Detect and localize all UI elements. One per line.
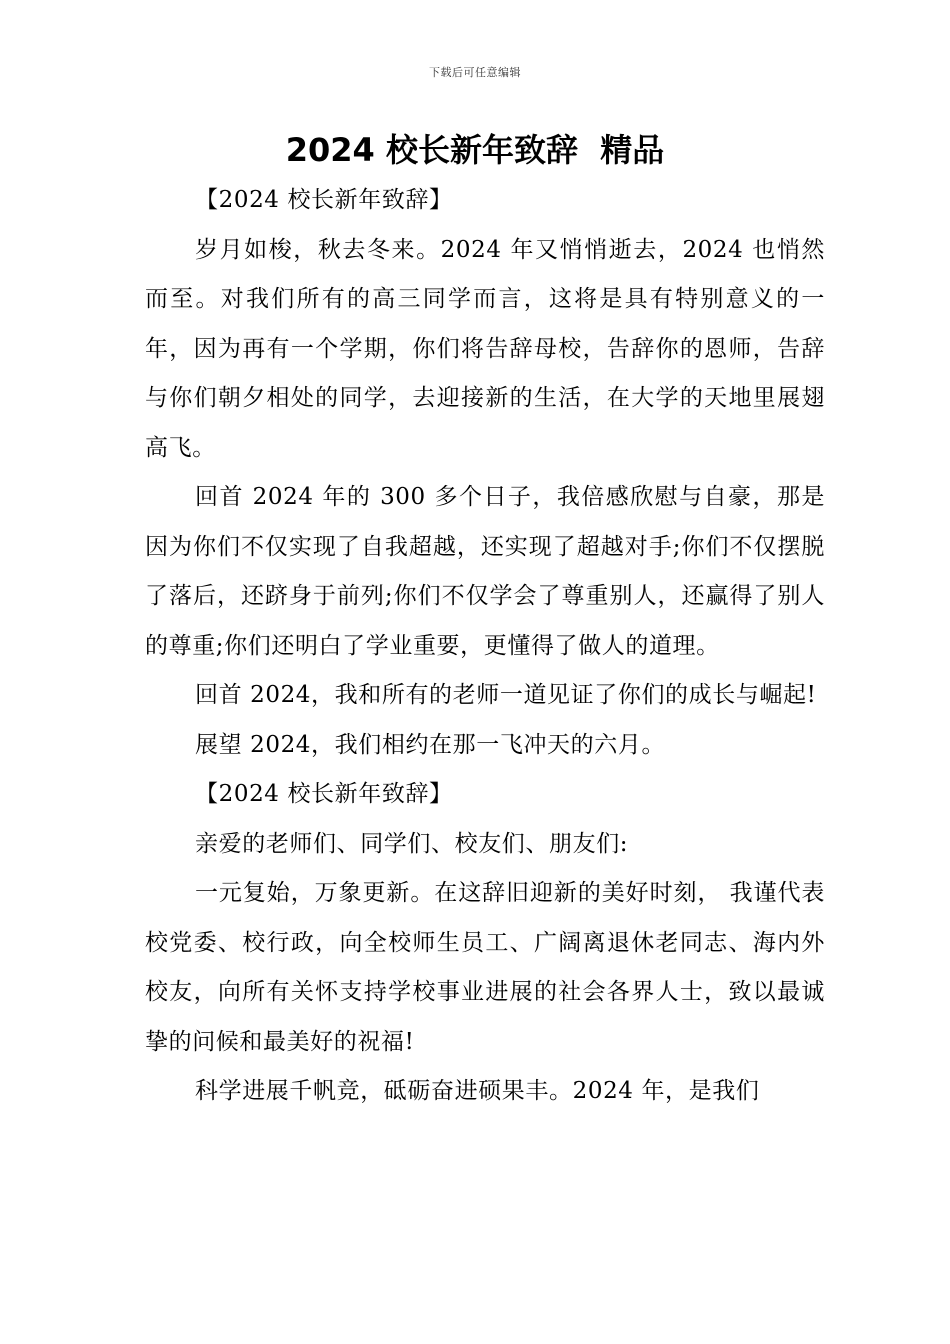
paragraph: 回首 2024，我和所有的老师一道见证了你们的成长与崛起! — [195, 682, 817, 708]
paragraph-salutation: 亲爱的老师们、同学们、校友们、朋友们: — [195, 830, 629, 857]
header-note: 下载后可任意编辑 — [429, 66, 521, 79]
paragraph-section-heading: 【2024 校长新年致辞】 — [195, 781, 453, 807]
paragraph: 科学进展千帆竞，砥砺奋进硕果丰。2024 年，是我们 — [195, 1078, 760, 1104]
paragraph: 回首 2024 年的 300 多个日子，我倍感欣慰与自豪，那是因为你们不仅实现了自我超越，还实现了超越对手;你们不仅摆脱了落后，还跻身于前列;你们不仅学会了尊重别人，还赢得了别人的尊重;你们还明白了学业重要，更懂得了做人的道理。 — [145, 484, 825, 659]
paragraph: 展望 2024，我们相约在那一飞冲天的六月。 — [195, 731, 666, 758]
paragraph: 一元复始，万象更新。在这辞旧迎新的美好时刻， 我谨代表校党委、校行政，向全校师生员工、广阔离退休老同志、海内外校友，向所有关怀支持学校事业进展的社会各界人士，致以最诚挚的问候和最美好的祝福! — [145, 880, 825, 1055]
document-body — [145, 176, 825, 1117]
page-title: 2024 校长新年致辞 精品 — [285, 131, 665, 169]
paragraph: 岁月如梭，秋去冬来。2024 年又悄悄逝去，2024 也悄然而至。对我们所有的高三同学而言，这将是具有特别意义的一年，因为再有一个学期，你们将告辞母校，告辞你的恩师，告辞与你们朝夕相处的同学，去迎接新的生活，在大学的天地里展翅高飞。 — [145, 236, 825, 461]
paragraph-section-heading: 【2024 校长新年致辞】 — [195, 187, 453, 213]
